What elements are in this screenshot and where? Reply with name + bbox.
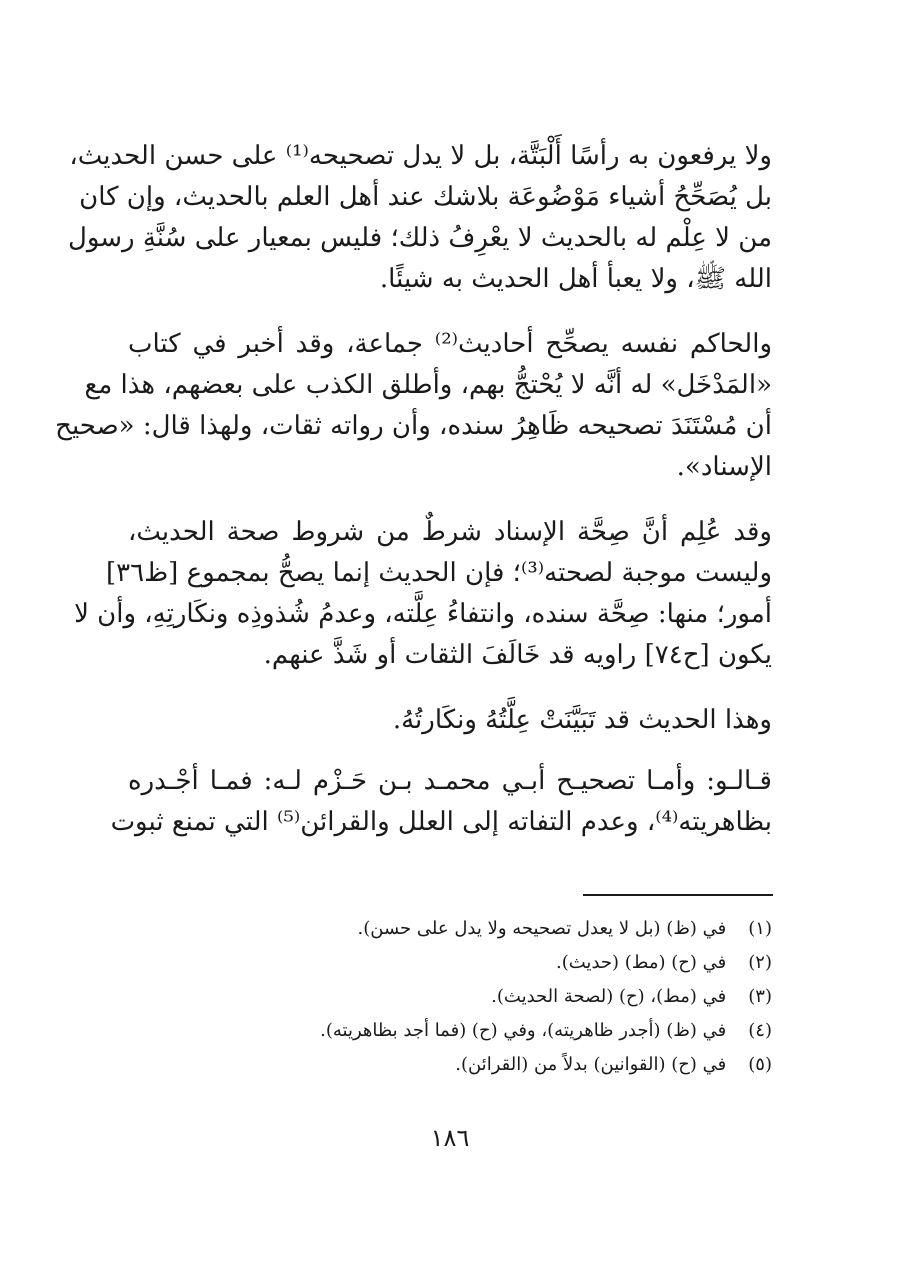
footnote-item [128,946,772,980]
footnotes [128,912,772,1082]
footnote-item [128,912,772,946]
main-text [55,136,773,867]
footnote-number: (٣) [748,986,772,1007]
text-line: بظاهريته⁽⁴⁾، وعدم التفاته إلى العلل والقرائن⁽⁵⁾ التي تمنع ثبوت [110,807,772,837]
footnote-text: في (مط)، (ح) (لصحة الحديث). [491,986,727,1007]
footnote-text: في (ظ) (بل لا يعدل تصحيحه ولا يدل على حسن). [357,918,727,939]
footnote-item [128,1014,772,1048]
paragraph-4 [128,700,772,741]
footnote-text: في (ح) (مط) (حديث). [556,952,727,973]
text-line: يكون [ح٧٤] راويه قد خَالَفَ الثقات أو شَذَّ عنهم. [263,640,772,670]
text-line: أمور؛ منها: صِحَّة سنده، وانتفاءُ عِلَّته، وعدمُ شُذوذِه ونكَارتِهِ، وأن لا [74,599,772,629]
text-line: قـالـو: وأمـا تصحيـح أبـي محمـد بـن حَـزْم لـه: فمـا أجْـدره [128,766,772,796]
text-line: وهذا الحديث قد تَبَيَّنَتْ عِلَّتُهُ ونكَارتُهُ. [392,705,772,735]
paragraph-2 [55,324,773,488]
footnote-number: (٢) [748,952,772,973]
text-line: الإسناد». [676,452,772,482]
text-line: ولا يرفعون به رأسًا أَلْبَتَّة، بل لا يدل تصحيحه⁽¹⁾ على حسن الحديث، [69,141,772,171]
footnote-text: في (ظ) (أجدر ظاهريته)، وفي (ح) (فما أجد بظاهريته). [320,1020,727,1041]
paragraph-1 [67,136,772,300]
paragraph-3 [74,512,772,676]
footnote-item [128,980,772,1014]
footnote-number: (٥) [748,1054,772,1075]
text-line: وليست موجبة لصحته⁽³⁾؛ فإن الحديث إنما يصحُّ بمجموع [ظ٣٦] [106,558,772,588]
text-line: «المَدْخَل» له أنَّه لا يُحْتجُّ بهم، وأطلق الكذب على بعضهم، هذا مع [84,370,772,400]
paragraph-5 [110,761,772,843]
footnote-divider [583,894,773,896]
text-line: وقد عُلِم أنَّ صِحَّة الإسناد شرطٌ من شروط صحة الحديث، [128,517,772,547]
page-number: ١٨٦ [430,1124,470,1152]
text-line: بل يُصَحِّحُ أشياء مَوْضُوعَة بلاشك عند أهل العلم بالحديث، وإن كان [79,182,772,212]
text-line: الله ﷺ، ولا يعبأ أهل الحديث به شيئًا. [379,264,772,294]
footnote-number: (١) [748,918,772,939]
text-line: أن مُسْتَنَدَ تصحيحه ظَاهِرُ سنده، وأن رواته ثقات، ولهذا قال: «صحيح [55,411,772,441]
text-line: والحاكم نفسه يصحِّح أحاديث⁽²⁾ جماعة، وقد أخبر في كتاب [128,329,773,359]
footnote-text: في (ح) (القوانين) بدلاً من (القرائن). [455,1054,727,1075]
footnote-item [128,1048,772,1082]
text-line: من لا عِلْم له بالحديث لا يعْرِفُ ذلك؛ فليس بمعيار على سُنَّةِ رسول [67,223,772,253]
footnote-number: (٤) [748,1020,772,1041]
